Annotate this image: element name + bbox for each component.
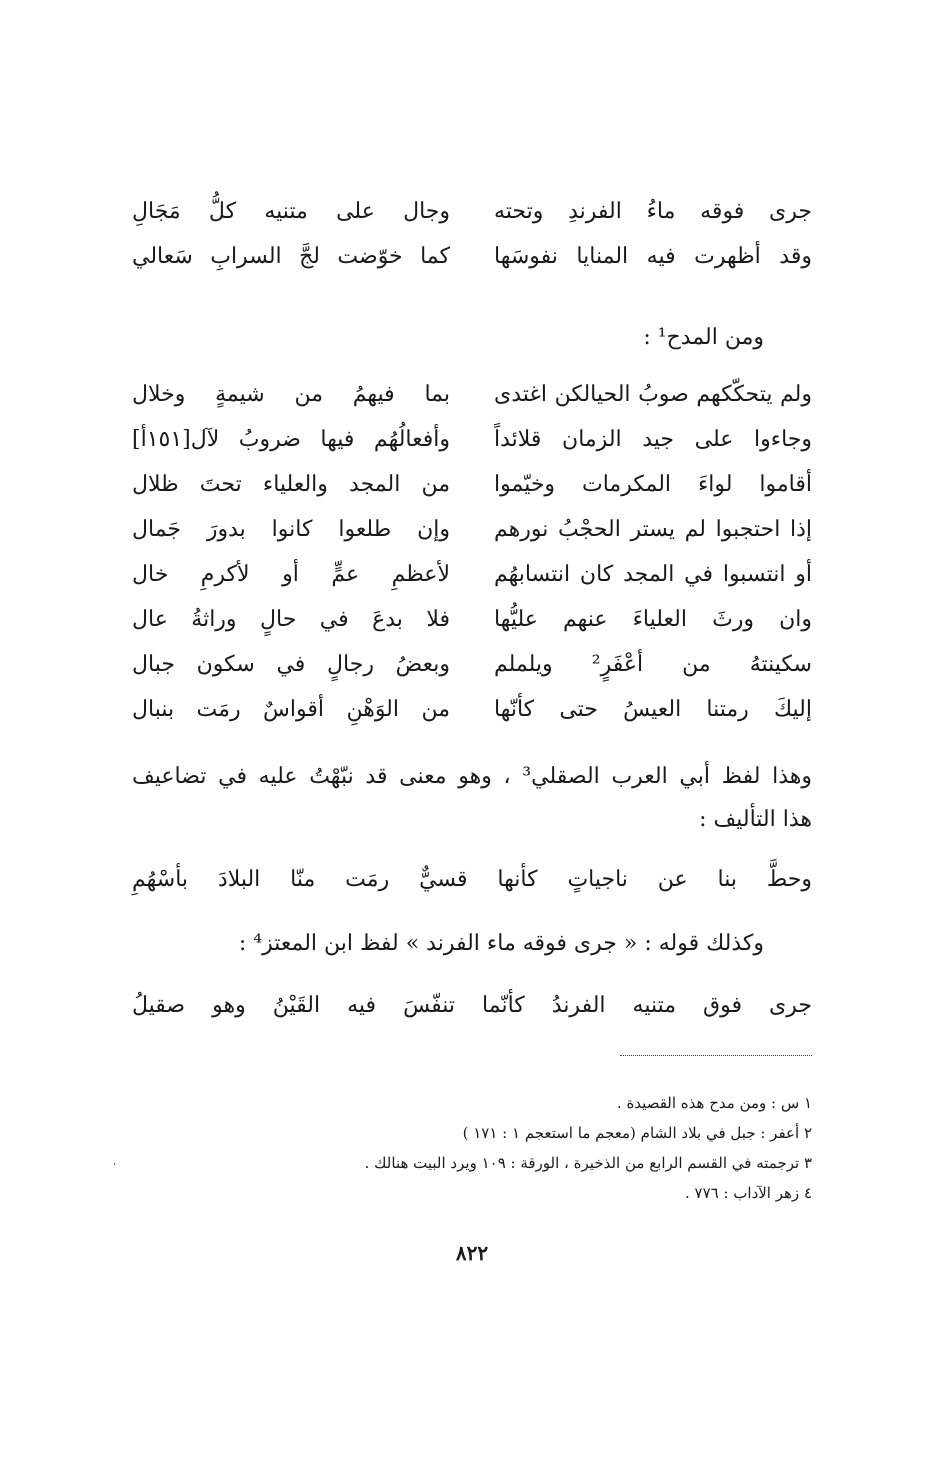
prose-line: هذا التأليف : [699,807,812,832]
verse-line [132,552,812,597]
verse-second-hemistich: وإن طلعوا كانوا بدورَ جَمال [132,517,450,542]
page-number: ٨٢٢ [455,1241,489,1265]
single-verse: وحطَّ بنا عن ناجياتٍ كأنها قسيٌّ رمَت منّا البلادَ بأسْهُمِ [132,867,812,892]
verse-first-hemistich: وان ورثَ العلياءَ عنهم عليُّها [494,607,812,632]
footnote: ٣ ترجمته في القسم الرابع من الذخيرة ، الورقة : ١٠٩ ويرد البيت هنالك . [364,1154,812,1172]
verse-first-hemistich: أو انتسبوا في المجد كان انتسابهُم [494,562,812,587]
verse-second-hemistich: وجال على متنيه كلُّ مَجَالِ [132,199,450,224]
section-heading-madh: ومن المدح¹ : [643,325,764,350]
verse-line [132,417,812,462]
verse-line [132,687,812,732]
verse-second-hemistich: وأفعالُهُم فيها ضروبُ لآل[١٥١أ] [132,427,450,452]
verse-line [132,642,812,687]
footnote-separator [620,1055,812,1056]
prose-line: وهذا لفظ أبي العرب الصقلي³ ، وهو معنى قد نبّهْتُ عليه في تضاعيف [132,764,812,789]
verse-first-hemistich: أقاموا لواءَ المكرمات وخيّموا [494,472,812,497]
stray-mark: ، [113,1157,117,1168]
footnote: ١ س : ومن مدح هذه القصيدة . [616,1094,812,1112]
verse-first-hemistich: ولم يتحكّكهم صوبُ الحيالكن اغتدى [494,382,812,407]
footnote: ٢ أعفر : جبل في بلاد الشام (معجم ما استعجم ١ : ١٧١ ) [462,1124,812,1142]
verse-second-hemistich: وبعضُ رجالٍ في سكون جبال [132,652,450,677]
verse-first-hemistich: جرى فوقه ماءُ الفرندِ وتحته [494,199,812,224]
verse-first-hemistich: سكينتهُ من أعْفَرٍ² ويلملم [494,652,812,677]
verse-group-top [132,189,812,279]
prose-line: وكذلك قوله : « جرى فوقه ماء الفرند » لفظ ابن المعتز⁴ : [238,931,764,956]
verse-line [132,189,812,234]
verse-line [132,372,812,417]
verse-first-hemistich: إذا احتجبوا لم يستر الحجْبُ نورهم [494,517,812,542]
verse-second-hemistich: كما خوّضت لجَّ السرابِ سَعالي [132,244,450,269]
single-verse: جرى فوق متنيه الفرندُ كأنّما تنفّسَ فيه القَيْنُ وهو صقيلُ [132,993,812,1018]
footnote: ٤ زهر الآداب : ٧٧٦ . [684,1184,812,1202]
verse-first-hemistich: إليكَ رمتنا العيسُ حتى كأنّها [494,697,812,722]
verse-group-madh [132,372,812,732]
verse-second-hemistich: بما فيهمُ من شيمةٍ وخلال [132,382,450,407]
verse-first-hemistich: وجاءوا على جيد الزمان قلائداً [494,427,812,452]
verse-second-hemistich: فلا بدعَ في حالٍ وراثةُ عال [132,607,450,632]
verse-second-hemistich: من المجد والعلياء تحتَ ظلال [132,472,450,497]
verse-second-hemistich: من الوَهْنِ أقواسٌ رمَت بنبال [132,697,450,722]
verse-line [132,507,812,552]
footnotes [132,1088,812,1208]
verse-line [132,462,812,507]
verse-second-hemistich: لأعظمِ عمٍّ أو لأكرمِ خال [132,562,450,587]
verse-first-hemistich: وقد أظهرت فيه المنايا نفوسَها [494,244,812,269]
verse-line [132,234,812,279]
verse-line [132,597,812,642]
